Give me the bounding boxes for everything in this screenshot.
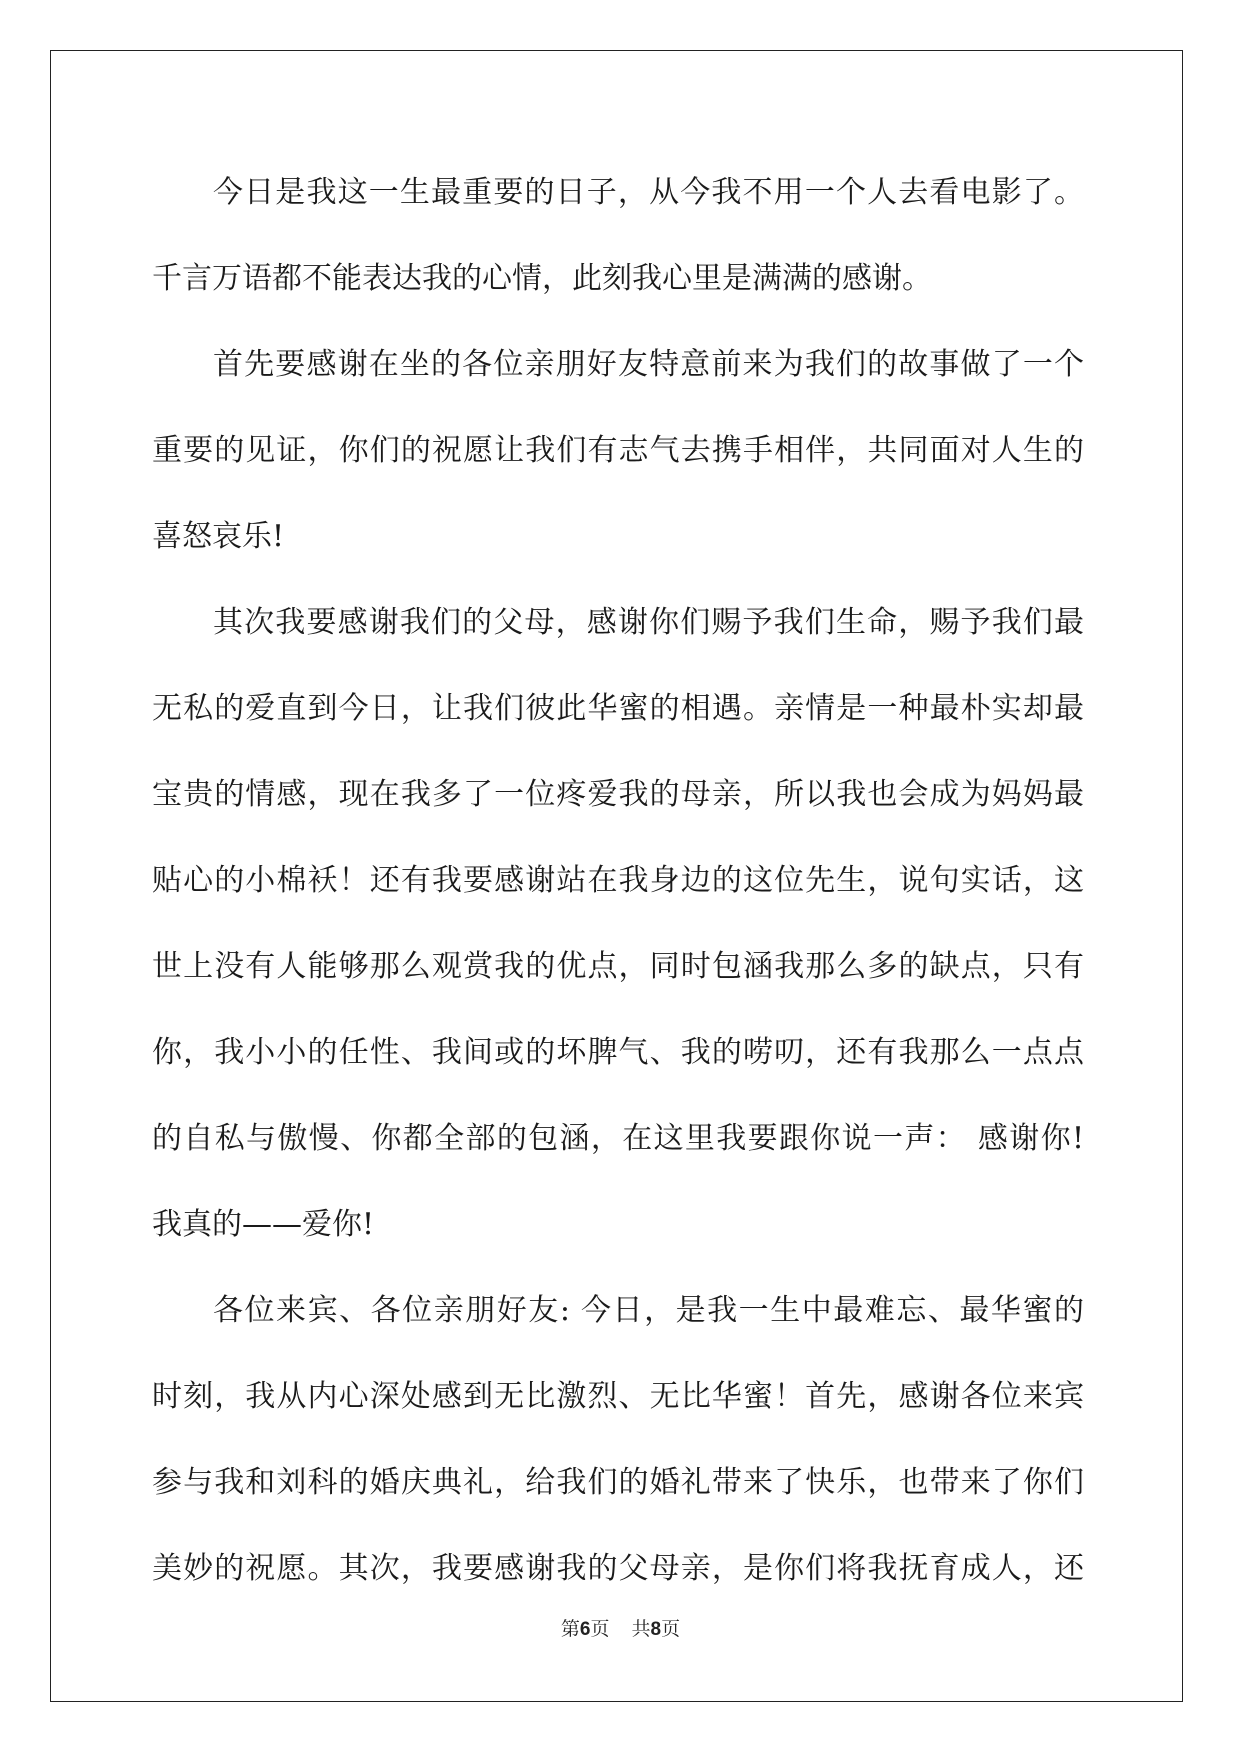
text-line: 的自私与傲慢、你都全部的包涵，在这里我要跟你说一声： 感谢你! xyxy=(152,1121,1084,1156)
page-prefix: 第 xyxy=(560,1618,580,1640)
text-line: 参与我和刘科的婚庆典礼，给我们的婚礼带来了快乐，也带来了你们 xyxy=(152,1465,1084,1500)
text-line: 你，我小小的任性、我间或的坏脾气、我的唠叨，还有我那么一点点 xyxy=(152,1035,1084,1070)
text-line: 喜怒哀乐! xyxy=(152,519,285,554)
document-body xyxy=(152,150,1084,1612)
text-line: 世上没有人能够那么观赏我的优点，同时包涵我那么多的缺点，只有 xyxy=(152,949,1084,984)
text-line: 各位来宾、各位亲朋好友: 今日，是我一生中最难忘、最华蜜的 xyxy=(213,1293,1084,1328)
total-page-number: 8 xyxy=(650,1619,662,1640)
total-suffix: 页 xyxy=(661,1618,681,1640)
total-prefix: 共 xyxy=(631,1618,651,1640)
text-line: 贴心的小棉袄！还有我要感谢站在我身边的这位先生，说句实话，这 xyxy=(152,863,1084,898)
text-line: 时刻，我从内心深处感到无比激烈、无比华蜜！首先，感谢各位来宾 xyxy=(152,1379,1084,1414)
current-page-number: 6 xyxy=(579,1619,591,1640)
text-line: 今日是我这一生最重要的日子，从今我不用一个人去看电影了。 xyxy=(213,175,1084,210)
text-line: 千言万语都不能表达我的心情，此刻我心里是满满的感谢。 xyxy=(152,261,932,296)
text-line: 美妙的祝愿。其次，我要感谢我的父母亲，是你们将我抚育成人，还 xyxy=(152,1551,1084,1586)
text-line: 首先要感谢在坐的各位亲朋好友特意前来为我们的故事做了一个 xyxy=(213,347,1084,382)
text-line: 宝贵的情感，现在我多了一位疼爱我的母亲，所以我也会成为妈妈最 xyxy=(152,777,1084,812)
text-line: 重要的见证，你们的祝愿让我们有志气去携手相伴，共同面对人生的 xyxy=(152,433,1084,468)
text-line: 我真的——爱你! xyxy=(152,1207,375,1242)
text-line: 无私的爱直到今日，让我们彼此华蜜的相遇。亲情是一种最朴实却最 xyxy=(152,691,1084,726)
page-footer xyxy=(0,1614,1241,1641)
text-line: 其次我要感谢我们的父母，感谢你们赐予我们生命，赐予我们最 xyxy=(213,605,1084,640)
page-suffix: 页 xyxy=(590,1618,610,1640)
